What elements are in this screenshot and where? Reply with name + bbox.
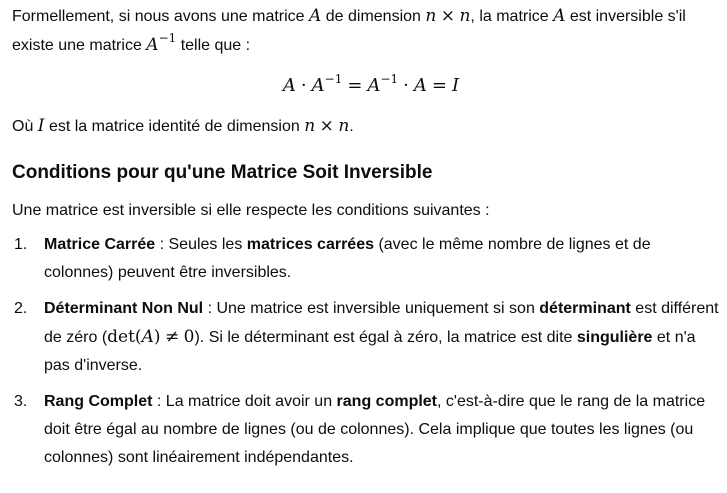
math-neq: ≠ — [164, 327, 180, 347]
math-var-a: A — [553, 6, 566, 26]
condition-text: et n'a pas d'inverse. — [44, 329, 696, 374]
eq-exponent: −1 — [380, 71, 399, 86]
eq-identity: I — [451, 75, 460, 96]
condition-text: ). Si le déterminant est égal à zéro, la matrice est dite — [194, 329, 577, 346]
eq-equals: = — [431, 75, 447, 96]
list-number: 3. — [14, 393, 28, 410]
eq-a: A — [413, 75, 427, 96]
condition-bold: matrices carrées — [246, 236, 374, 253]
list-number: 1. — [14, 236, 28, 253]
identity-text-2: est la matrice identité de dimension — [44, 118, 305, 135]
condition-text: est différent de zéro ( — [44, 300, 719, 346]
condition-title: Matrice Carrée — [44, 236, 156, 253]
math-paren: ) — [153, 327, 161, 347]
condition-title: Déterminant Non Nul — [44, 300, 204, 317]
math-dim-n: n — [304, 116, 316, 136]
eq-a: A — [311, 75, 325, 96]
condition-bold: rang complet — [336, 393, 438, 410]
math-times: × — [440, 6, 456, 26]
condition-bold: singulière — [576, 329, 653, 346]
condition-text: : La matrice doit avoir un — [152, 393, 337, 410]
math-var-a: A — [309, 6, 322, 26]
list-item — [12, 231, 720, 287]
eq-dot: · — [300, 75, 307, 96]
intro-text-5: telle que : — [176, 37, 251, 54]
math-dim-n: n — [459, 6, 471, 26]
intro-paragraph — [12, 2, 720, 60]
math-var-i: I — [37, 116, 45, 136]
list-item — [12, 295, 720, 380]
intro-text-4: est inversible s'il existe une matrice — [12, 8, 686, 54]
eq-equals: = — [347, 75, 363, 96]
intro-text-3: , la matrice — [470, 8, 554, 25]
section-heading: Conditions pour qu'une Matrice Soit Inversible — [12, 162, 433, 183]
inverse-equation — [12, 72, 720, 100]
identity-text-3: . — [349, 118, 354, 135]
intro-text-1: Formellement, si nous avons une matrice — [12, 8, 310, 25]
condition-title: Rang Complet — [44, 393, 153, 410]
condition-text: : Seules les — [155, 236, 247, 253]
math-zero: 0 — [183, 327, 195, 347]
condition-text: (avec le même nombre de lignes et de colonnes) peuvent être inversibles. — [44, 236, 651, 281]
condition-text: , c'est-à-dire que le rang de la matrice doit être égal au nombre de lignes (ou de colonnes). Cela implique que toutes les lignes (ou colonnes) sont linéairement indépendantes. — [44, 393, 706, 466]
math-times: × — [319, 116, 334, 136]
condition-bold: déterminant — [539, 300, 631, 317]
intro-text-2: de dimension — [321, 8, 426, 25]
math-paren: ( — [134, 327, 142, 347]
list-number: 2. — [14, 300, 28, 317]
math-dim-n: n — [425, 6, 437, 26]
math-det: det — [107, 327, 135, 347]
list-item — [12, 388, 720, 472]
document-content — [12, 2, 720, 480]
identity-paragraph — [12, 112, 720, 141]
section-intro: Une matrice est inversible si elle respecte les conditions suivantes : — [12, 202, 490, 219]
math-exponent: −1 — [158, 30, 177, 45]
eq-exponent: −1 — [324, 71, 343, 86]
eq-a: A — [282, 75, 296, 96]
math-var-a: A — [141, 327, 154, 347]
conditions-list — [12, 231, 720, 472]
identity-text-1: Où — [12, 118, 38, 135]
math-var-a: A — [146, 35, 159, 55]
condition-text: : Une matrice est inversible uniquement si son — [203, 300, 540, 317]
eq-a: A — [367, 75, 381, 96]
math-dim-n: n — [338, 116, 350, 136]
eq-dot: · — [403, 75, 409, 96]
